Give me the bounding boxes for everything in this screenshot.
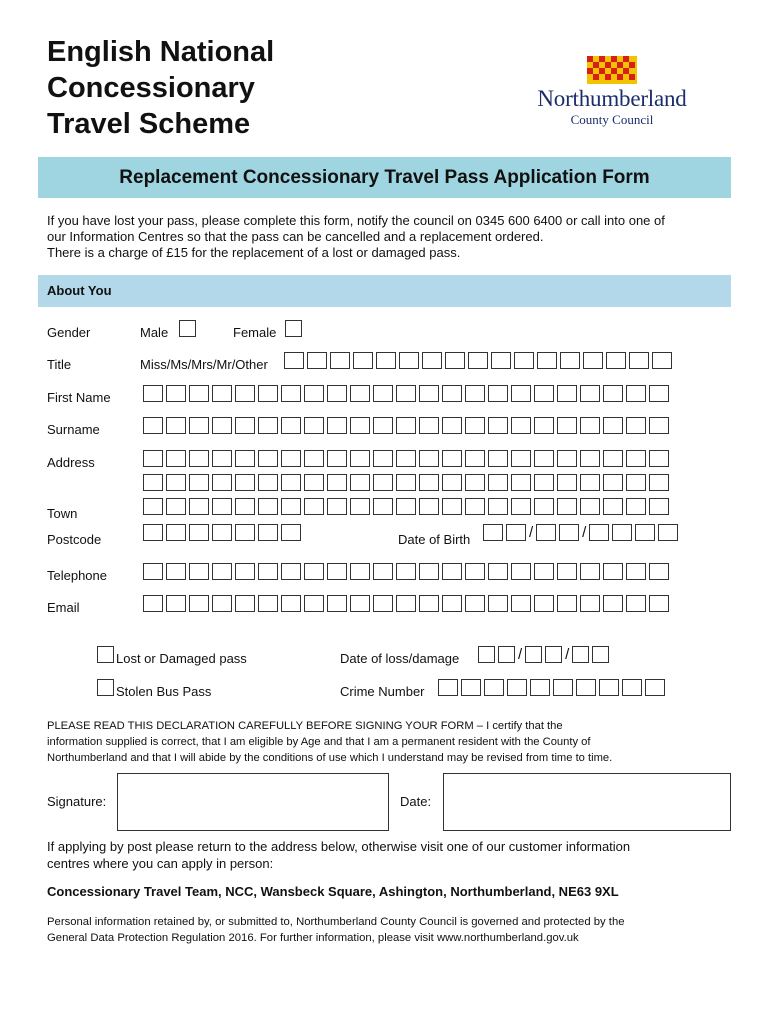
char-box[interactable] (281, 524, 301, 541)
char-box[interactable] (166, 524, 186, 541)
declaration-line-3: Northumberland and that I will abide by the conditions of use which I understand may be revised from time to time. (47, 752, 613, 764)
char-box[interactable] (488, 563, 508, 580)
address-input-line-1[interactable] (143, 450, 669, 467)
intro-text (47, 213, 737, 261)
lost-damaged-checkbox[interactable] (97, 646, 114, 663)
char-box[interactable] (612, 524, 632, 541)
char-box[interactable] (557, 595, 577, 612)
char-box[interactable] (327, 450, 347, 467)
declaration-line-2: information supplied is correct, that I am eligible by Age and that I am a permanent resident with the County of (47, 736, 591, 748)
char-box[interactable] (396, 450, 416, 467)
char-box[interactable] (511, 450, 531, 467)
char-box[interactable] (350, 385, 370, 402)
female-checkbox[interactable] (285, 320, 302, 337)
char-box[interactable] (445, 352, 465, 369)
char-box[interactable] (396, 498, 416, 515)
char-box[interactable] (166, 498, 186, 515)
char-box[interactable] (506, 524, 526, 541)
email-label: Email (47, 600, 80, 615)
postal-line-2: centres where you can apply in person: (47, 856, 274, 871)
char-box[interactable] (235, 563, 255, 580)
char-box[interactable] (442, 385, 462, 402)
char-box[interactable] (514, 352, 534, 369)
char-box[interactable] (511, 498, 531, 515)
char-box[interactable] (143, 498, 163, 515)
char-box[interactable] (438, 679, 458, 696)
char-box[interactable] (143, 385, 163, 402)
char-box[interactable] (281, 563, 301, 580)
telephone-label: Telephone (47, 568, 107, 583)
char-box[interactable] (419, 385, 439, 402)
char-box[interactable] (589, 524, 609, 541)
char-box[interactable] (235, 524, 255, 541)
char-box[interactable] (626, 595, 646, 612)
char-box[interactable] (645, 679, 665, 696)
char-box[interactable] (580, 417, 600, 434)
char-box[interactable] (304, 417, 324, 434)
char-box[interactable] (442, 474, 462, 491)
char-box[interactable] (307, 352, 327, 369)
char-box[interactable] (488, 474, 508, 491)
char-box[interactable] (235, 417, 255, 434)
char-box[interactable] (350, 417, 370, 434)
intro-line-3: There is a charge of £15 for the replacement of a lost or damaged pass. (47, 245, 461, 260)
char-box[interactable] (511, 595, 531, 612)
stolen-label: Stolen Bus Pass (116, 684, 212, 699)
char-box[interactable] (478, 646, 495, 663)
char-box[interactable] (560, 352, 580, 369)
char-box[interactable] (189, 524, 209, 541)
char-box[interactable] (304, 595, 324, 612)
char-box[interactable] (498, 646, 515, 663)
char-box[interactable] (396, 417, 416, 434)
char-box[interactable] (534, 385, 554, 402)
char-box[interactable] (373, 385, 393, 402)
char-box[interactable] (143, 595, 163, 612)
char-box[interactable] (603, 450, 623, 467)
char-box[interactable] (511, 474, 531, 491)
intro-line-1: If you have lost your pass, please complete this form, notify the council on 0345 600 6400 or call into one of (47, 213, 665, 228)
char-box[interactable] (629, 352, 649, 369)
char-box[interactable] (580, 450, 600, 467)
char-box[interactable] (373, 563, 393, 580)
char-box[interactable] (649, 474, 669, 491)
char-box[interactable] (534, 595, 554, 612)
postcode-input[interactable] (143, 524, 301, 541)
char-box[interactable] (603, 498, 623, 515)
char-box[interactable] (536, 524, 556, 541)
char-box[interactable] (442, 595, 462, 612)
address-label: Address (47, 455, 95, 470)
char-box[interactable] (603, 474, 623, 491)
declaration-line-1: PLEASE READ THIS DECLARATION CAREFULLY BEFORE SIGNING YOUR FORM – I certify that the (47, 720, 563, 732)
char-box[interactable] (189, 563, 209, 580)
signature-field[interactable] (117, 773, 389, 831)
char-box[interactable] (580, 474, 600, 491)
lost-damaged-label: Lost or Damaged pass (116, 651, 247, 666)
form-title-line-1: English National (47, 36, 275, 68)
char-box[interactable] (143, 563, 163, 580)
email-input[interactable] (143, 595, 669, 612)
char-box[interactable] (281, 385, 301, 402)
char-box[interactable] (327, 474, 347, 491)
char-box[interactable] (143, 474, 163, 491)
char-box[interactable] (281, 417, 301, 434)
char-box[interactable] (488, 498, 508, 515)
char-box[interactable] (166, 417, 186, 434)
female-label: Female (233, 325, 277, 340)
char-box[interactable] (488, 385, 508, 402)
char-box[interactable] (537, 352, 557, 369)
char-box[interactable] (534, 498, 554, 515)
telephone-input[interactable] (143, 563, 669, 580)
char-box[interactable] (396, 595, 416, 612)
char-box[interactable] (557, 417, 577, 434)
intro-line-2: our Information Centres so that the pass can be cancelled and a replacement ordered. (47, 229, 544, 244)
char-box[interactable] (442, 417, 462, 434)
char-box[interactable] (583, 352, 603, 369)
form-title-line-2: Concessionary (47, 72, 255, 104)
char-box[interactable] (511, 563, 531, 580)
char-box[interactable] (350, 563, 370, 580)
char-box[interactable] (235, 474, 255, 491)
char-box[interactable] (396, 474, 416, 491)
char-box[interactable] (399, 352, 419, 369)
gender-label: Gender (47, 325, 91, 340)
char-box[interactable] (327, 498, 347, 515)
char-box[interactable] (599, 679, 619, 696)
char-box[interactable] (626, 417, 646, 434)
council-logo (512, 56, 712, 130)
char-box[interactable] (491, 352, 511, 369)
declaration-text (47, 718, 747, 766)
char-box[interactable] (373, 498, 393, 515)
char-box[interactable] (330, 352, 350, 369)
char-box[interactable] (649, 450, 669, 467)
char-box[interactable] (419, 417, 439, 434)
char-box[interactable] (212, 417, 232, 434)
title-label: Title (47, 357, 72, 372)
char-box[interactable] (350, 498, 370, 515)
char-box[interactable] (419, 474, 439, 491)
char-box[interactable] (350, 450, 370, 467)
char-box[interactable] (189, 450, 209, 467)
char-box[interactable] (350, 474, 370, 491)
char-box[interactable] (212, 385, 232, 402)
char-box[interactable] (626, 498, 646, 515)
char-box[interactable] (350, 595, 370, 612)
stolen-checkbox[interactable] (97, 679, 114, 696)
char-box[interactable] (419, 450, 439, 467)
char-box[interactable] (258, 498, 278, 515)
char-box[interactable] (626, 563, 646, 580)
signature-label: Signature: (47, 794, 107, 809)
char-box[interactable] (488, 595, 508, 612)
char-box[interactable] (373, 474, 393, 491)
char-box[interactable] (212, 563, 232, 580)
char-box[interactable] (258, 563, 278, 580)
char-box[interactable] (511, 417, 531, 434)
char-box[interactable] (327, 595, 347, 612)
char-box[interactable] (488, 417, 508, 434)
char-box[interactable] (488, 450, 508, 467)
char-box[interactable] (484, 679, 504, 696)
title-input[interactable] (284, 352, 672, 369)
char-box[interactable] (212, 498, 232, 515)
char-box[interactable] (603, 595, 623, 612)
char-box[interactable] (534, 563, 554, 580)
logo-subtitle: County Council (570, 112, 654, 127)
char-box[interactable] (212, 524, 232, 541)
date-separator: / (582, 524, 587, 541)
char-box[interactable] (525, 646, 542, 663)
about-you-heading: About You (47, 283, 112, 298)
char-box[interactable] (212, 474, 232, 491)
dob-input[interactable] (483, 524, 678, 541)
char-box[interactable] (635, 524, 655, 541)
char-box[interactable] (166, 474, 186, 491)
char-box[interactable] (419, 595, 439, 612)
crime-number-label: Crime Number (340, 684, 425, 699)
char-box[interactable] (143, 524, 163, 541)
char-box[interactable] (419, 498, 439, 515)
char-box[interactable] (603, 385, 623, 402)
char-box[interactable] (281, 474, 301, 491)
char-box[interactable] (258, 417, 278, 434)
gdpr-line-2: General Data Protection Regulation 2016. For further information, please visit www.northumberland.gov.uk (47, 932, 579, 944)
char-box[interactable] (166, 563, 186, 580)
char-box[interactable] (658, 524, 678, 541)
char-box[interactable] (189, 385, 209, 402)
char-box[interactable] (189, 474, 209, 491)
postcode-label: Postcode (47, 532, 102, 547)
char-box[interactable] (580, 563, 600, 580)
surname-label: Surname (47, 422, 100, 437)
char-box[interactable] (281, 498, 301, 515)
char-box[interactable] (649, 563, 669, 580)
dob-label: Date of Birth (398, 532, 471, 547)
form-title-line-3: Travel Scheme (47, 108, 251, 140)
surname-input[interactable] (143, 417, 669, 434)
char-box[interactable] (507, 679, 527, 696)
date-label: Date: (400, 794, 432, 809)
title-options-label: Miss/Ms/Mrs/Mr/Other (140, 357, 268, 372)
char-box[interactable] (534, 450, 554, 467)
char-box[interactable] (258, 474, 278, 491)
char-box[interactable] (442, 563, 462, 580)
char-box[interactable] (557, 385, 577, 402)
char-box[interactable] (468, 352, 488, 369)
char-box[interactable] (166, 595, 186, 612)
postal-instructions (47, 838, 630, 872)
char-box[interactable] (603, 563, 623, 580)
char-box[interactable] (442, 498, 462, 515)
char-box[interactable] (189, 417, 209, 434)
char-box[interactable] (281, 450, 301, 467)
char-box[interactable] (465, 498, 485, 515)
gdpr-notice (47, 914, 625, 946)
date-of-loss-label: Date of loss/damage (340, 651, 460, 666)
char-box[interactable] (626, 474, 646, 491)
char-box[interactable] (580, 498, 600, 515)
char-box[interactable] (649, 595, 669, 612)
char-box[interactable] (557, 563, 577, 580)
char-box[interactable] (603, 417, 623, 434)
char-box[interactable] (580, 385, 600, 402)
char-box[interactable] (465, 474, 485, 491)
first-name-input[interactable] (143, 385, 669, 402)
date-separator: / (565, 646, 570, 663)
char-box[interactable] (626, 385, 646, 402)
char-box[interactable] (649, 417, 669, 434)
char-box[interactable] (572, 646, 589, 663)
char-box[interactable] (284, 352, 304, 369)
char-box[interactable] (557, 474, 577, 491)
char-box[interactable] (442, 450, 462, 467)
char-box[interactable] (576, 679, 596, 696)
char-box[interactable] (143, 417, 163, 434)
char-box[interactable] (396, 385, 416, 402)
char-box[interactable] (606, 352, 626, 369)
char-box[interactable] (304, 385, 324, 402)
char-box[interactable] (373, 595, 393, 612)
char-box[interactable] (166, 450, 186, 467)
char-box[interactable] (258, 450, 278, 467)
char-box[interactable] (235, 450, 255, 467)
char-box[interactable] (483, 524, 503, 541)
char-box[interactable] (304, 450, 324, 467)
form-title (47, 34, 274, 142)
char-box[interactable] (327, 563, 347, 580)
char-box[interactable] (258, 524, 278, 541)
char-box[interactable] (212, 450, 232, 467)
male-label: Male (140, 325, 169, 340)
town-input[interactable] (143, 498, 669, 515)
char-box[interactable] (652, 352, 672, 369)
address-input-line-2[interactable] (143, 474, 669, 491)
char-box[interactable] (235, 385, 255, 402)
char-box[interactable] (465, 563, 485, 580)
logo-name: Northumberland (537, 86, 687, 111)
date-of-loss-input[interactable] (478, 646, 609, 663)
char-box[interactable] (553, 679, 573, 696)
date-field[interactable] (443, 773, 731, 831)
date-separator: / (529, 524, 534, 541)
char-box[interactable] (465, 450, 485, 467)
char-box[interactable] (465, 595, 485, 612)
council-crest-icon (587, 56, 637, 84)
char-box[interactable] (376, 352, 396, 369)
char-box[interactable] (530, 679, 550, 696)
char-box[interactable] (327, 417, 347, 434)
char-box[interactable] (212, 595, 232, 612)
char-box[interactable] (281, 595, 301, 612)
char-box[interactable] (166, 385, 186, 402)
first-name-label: First Name (47, 390, 111, 405)
char-box[interactable] (235, 595, 255, 612)
char-box[interactable] (373, 450, 393, 467)
char-box[interactable] (465, 385, 485, 402)
char-box[interactable] (304, 563, 324, 580)
gdpr-line-1: Personal information retained by, or submitted to, Northumberland County Council is governed and protected by the (47, 916, 625, 928)
char-box[interactable] (396, 563, 416, 580)
char-box[interactable] (580, 595, 600, 612)
form-banner-title: Replacement Concessionary Travel Pass Application Form (119, 167, 650, 188)
char-box[interactable] (327, 385, 347, 402)
char-box[interactable] (557, 450, 577, 467)
char-box[interactable] (559, 524, 579, 541)
town-label: Town (47, 506, 78, 521)
char-box[interactable] (649, 385, 669, 402)
char-box[interactable] (189, 595, 209, 612)
about-you-section (38, 275, 731, 307)
char-box[interactable] (557, 498, 577, 515)
char-box[interactable] (422, 352, 442, 369)
char-box[interactable] (545, 646, 562, 663)
date-separator: / (518, 646, 523, 663)
char-box[interactable] (649, 498, 669, 515)
char-box[interactable] (143, 450, 163, 467)
postal-line-1: If applying by post please return to the address below, otherwise visit one of our customer information (47, 839, 631, 854)
char-box[interactable] (258, 595, 278, 612)
char-box[interactable] (235, 498, 255, 515)
char-box[interactable] (511, 385, 531, 402)
char-box[interactable] (189, 498, 209, 515)
char-box[interactable] (419, 563, 439, 580)
char-box[interactable] (304, 498, 324, 515)
char-box[interactable] (353, 352, 373, 369)
form-banner (38, 157, 731, 198)
crime-number-input[interactable] (438, 679, 665, 696)
char-box[interactable] (258, 385, 278, 402)
char-box[interactable] (622, 679, 642, 696)
char-box[interactable] (373, 417, 393, 434)
char-box[interactable] (626, 450, 646, 467)
char-box[interactable] (304, 474, 324, 491)
char-box[interactable] (465, 417, 485, 434)
char-box[interactable] (461, 679, 481, 696)
char-box[interactable] (534, 417, 554, 434)
char-box[interactable] (534, 474, 554, 491)
return-address: Concessionary Travel Team, NCC, Wansbeck Square, Ashington, Northumberland, NE63 9XL (47, 884, 619, 899)
char-box[interactable] (592, 646, 609, 663)
male-checkbox[interactable] (179, 320, 196, 337)
